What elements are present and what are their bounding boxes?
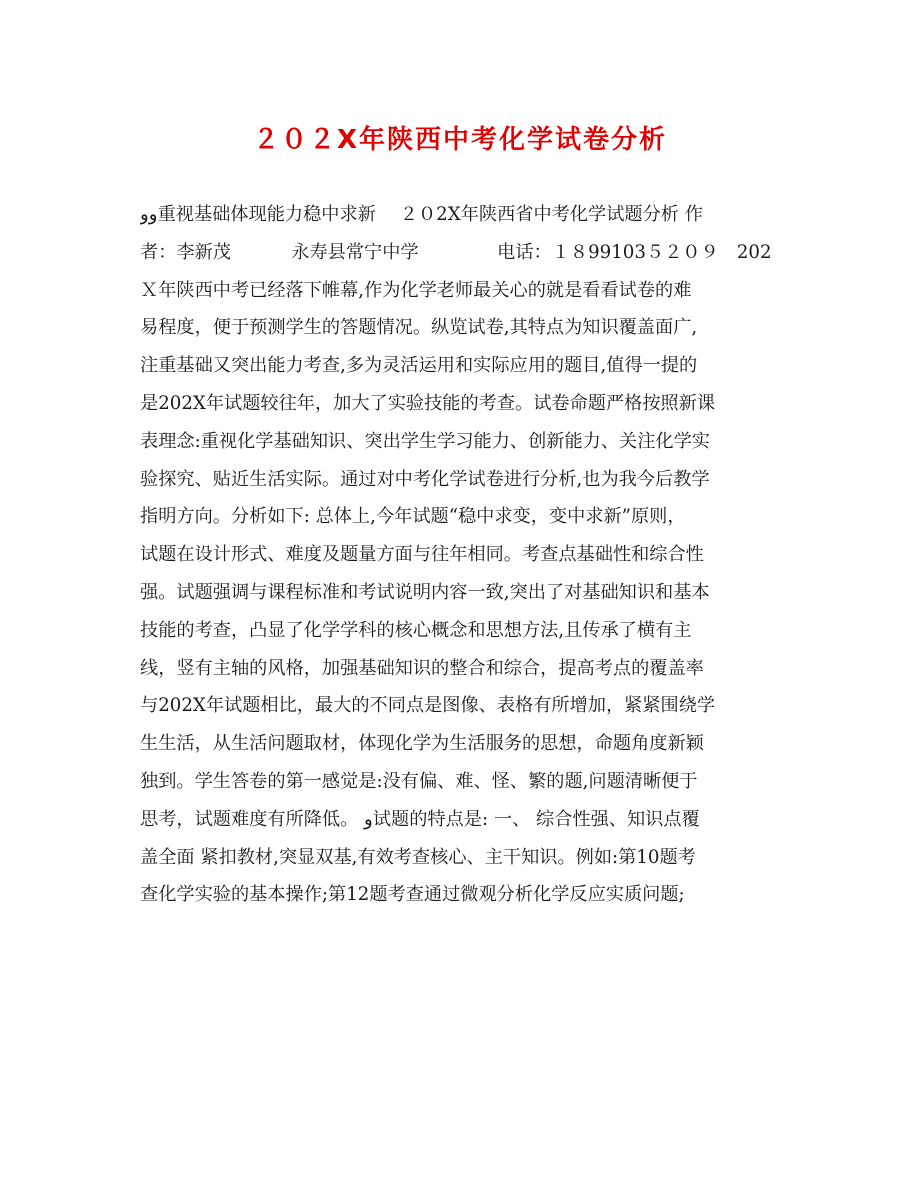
text-line: 与202X年试题相比，最大的不同点是图像、表格有所增加，紧紧围绕学: [140, 695, 716, 717]
text-line: 指明方向。分析如下: 总体上,今年试题“稳中求变，变中求新”原则，: [140, 506, 686, 528]
document-body: [140, 196, 790, 914]
text-line: 者：李新茂 永寿县常宁中学 电话：１８99103５２０９ 202: [140, 241, 772, 263]
text-line: 技能的考查，凸显了化学学科的核心概念和思想方法,且传承了横有主: [140, 619, 692, 641]
text-line: 线，竖有主轴的风格，加强基础知识的整合和综合，提高考点的覆盖率: [140, 657, 704, 679]
text-line: 是202X年试题较往年，加大了实验技能的考查。试卷命题严格按照新课: [140, 392, 716, 414]
text-line: 表理念:重视化学基础知识、突出学生学习能力、创新能力、关注化学实: [140, 430, 710, 452]
text-line: وو重视基础体现能力稳中求新 ２０2X年陕西省中考化学试题分析 作: [140, 204, 703, 225]
text-line: Ｘ年陕西中考已经落下帷幕,作为化学老师最关心的就是看看试卷的难: [140, 279, 692, 301]
text-line: 验探究、贴近生活实际。通过对中考化学试卷进行分析,也为我今后教学: [140, 468, 710, 490]
text-line: 试题在设计形式、难度及题量方面与往年相同。考查点基础性和综合性: [140, 544, 704, 566]
text-line: 独到。学生答卷的第一感觉是:没有偏、难、怪、繁的题,问题清晰便于: [140, 770, 698, 792]
text-line: 思考，试题难度有所降低。 و试题的特点是: 一、 综合性强、知识点覆: [140, 808, 700, 830]
text-line: 生生活，从生活问题取材，体现化学为生活服务的思想，命题角度新颖: [140, 733, 704, 755]
text-line: 盖全面 紧扣教材,突显双基,有效考查核心、主干知识。例如:第10题考: [140, 846, 696, 868]
text-line: 查化学实验的基本操作;第12题考查通过微观分析化学反应实质问题;: [140, 884, 685, 906]
text-line: 强。试题强调与课程标准和考试说明内容一致,突出了对基础知识和基本: [140, 581, 710, 603]
text-line: 注重基础又突出能力考查,多为灵活运用和实际应用的题目,值得一提的: [140, 355, 698, 377]
text-line: 易程度，便于预测学生的答题情况。纵览试卷,其特点为知识覆盖面广,: [140, 317, 698, 339]
document-title: ２０２X年陕西中考化学试卷分析: [252, 125, 668, 155]
